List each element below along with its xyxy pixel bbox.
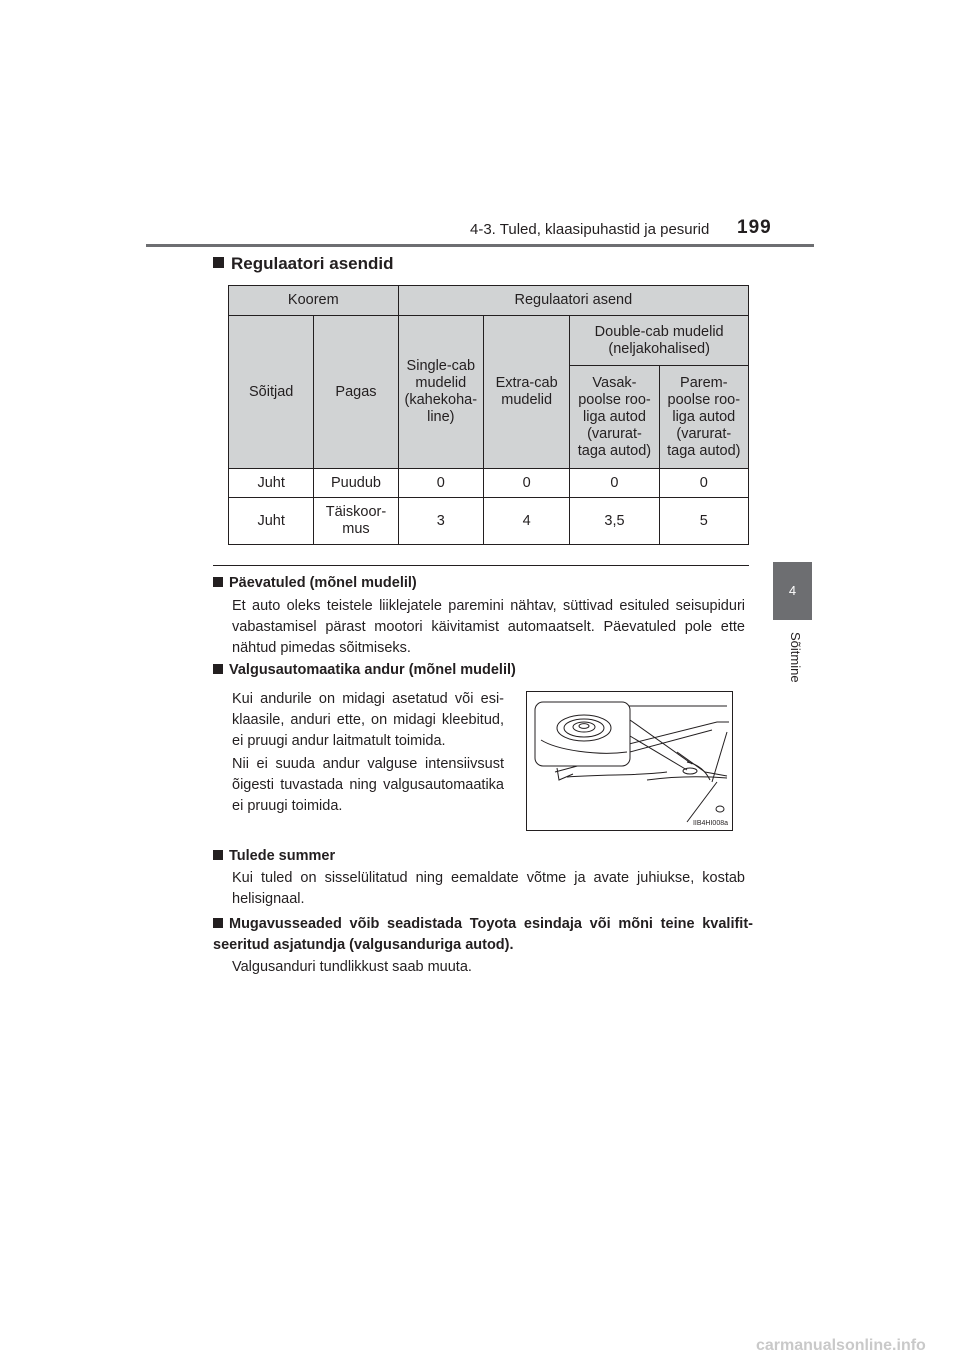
paragraph-paevatuled: Et auto oleks teistele liiklejatele paremini nähtav, süttivad esituled seisupiduri vabastamisel pärast mootori käivitamist automaatselt. Päevatuled pole ette nähtud pimedas sõitmiseks. xyxy=(232,598,745,656)
table-cell: 5 xyxy=(659,498,748,545)
item-title-andur xyxy=(213,662,516,678)
item-title-text: Päevatuled (mõnel mudelil) xyxy=(229,575,417,591)
paragraph-mugavus: Valgusanduri tundlikkust saab muuta. xyxy=(232,959,472,975)
section-heading-text: Regulaatori asendid xyxy=(231,254,394,273)
paragraph-andur-1: Kui andurile on midagi asetatud või esi-klaasile, anduri ette, on midagi kleebitud, ei pruugi andur laitmatult toimida. xyxy=(232,691,504,749)
chapter-tab-number: 4 xyxy=(773,562,812,620)
table-cell: 0 xyxy=(570,469,659,498)
page-number: 199 xyxy=(737,217,772,238)
paragraph-summer: Kui tuled on sisselülitatud ning eemaldate võtme ja avate juhiukse, kostab helisignaal. xyxy=(232,870,745,907)
square-bullet-icon xyxy=(213,664,223,674)
paragraph-andur-2: Nii ei suuda andur valguse intensiivsust õigesti tuvastada ning valgusautomaatika ei pruugi toimida. xyxy=(232,756,504,814)
running-header-section: 4-3. Tuled, klaasipuhastid ja pesurid xyxy=(470,221,710,238)
square-bullet-icon xyxy=(213,577,223,587)
figure-code: IIB4HI008a xyxy=(692,820,728,827)
square-bullet-icon xyxy=(213,257,224,268)
regulator-position-table xyxy=(228,285,749,545)
table-cell: Täiskoor- mus xyxy=(314,498,398,545)
header-rule xyxy=(146,244,814,247)
table-cell: Juht xyxy=(229,498,314,545)
section-heading xyxy=(213,254,393,274)
table-cell: 0 xyxy=(659,469,748,498)
table-cell: 3,5 xyxy=(570,498,659,545)
table-cell: 0 xyxy=(398,469,483,498)
table-header-double-cab: Double-cab mudelid (neljakohalised) xyxy=(570,316,749,366)
item-title-summer xyxy=(213,848,335,864)
table-header-regulaator: Regulaatori asend xyxy=(398,286,748,316)
item-title-text: Tulede summer xyxy=(229,848,336,864)
table-header-vasak: Vasak- poolse roo- liga autod (varurat- taga autod) xyxy=(570,366,659,469)
item-title-text: Valgusautomaatika andur (mõnel mudelil) xyxy=(229,662,516,678)
table-cell: 3 xyxy=(398,498,483,545)
table-header-soitjad: Sõitjad xyxy=(229,316,314,469)
table-header-extra-cab: Extra-cab mudelid xyxy=(483,316,569,469)
square-bullet-icon xyxy=(213,850,223,860)
table-cell: 0 xyxy=(483,469,569,498)
item-title-paevatuled xyxy=(213,575,417,591)
square-bullet-icon xyxy=(213,918,223,928)
item-title-mugavus xyxy=(213,914,753,956)
table-row xyxy=(229,469,749,498)
table-header-single-cab: Single-cab mudelid (kahekoha- line) xyxy=(398,316,483,469)
light-sensor-illustration xyxy=(526,691,733,831)
table-cell: Puudub xyxy=(314,469,398,498)
item-title-text: Mugavusseaded võib seadistada Toyota esindaja või mõni teine kvalifit-seeritud asjatundja (valgusanduriga autod). xyxy=(213,916,753,953)
chapter-tab-label: Sõitmine xyxy=(788,632,803,683)
footer-watermark: carmanualsonline.info xyxy=(756,1337,926,1354)
table-cell: Juht xyxy=(229,469,314,498)
table-header-koorem: Koorem xyxy=(229,286,399,316)
sensor-diagram-icon xyxy=(527,692,732,830)
table-cell: 4 xyxy=(483,498,569,545)
table-row xyxy=(229,498,749,545)
section-divider xyxy=(213,565,749,566)
table-header-pagas: Pagas xyxy=(314,316,398,469)
table-header-parem: Parem- poolse roo- liga autod (varurat- taga autod) xyxy=(659,366,748,469)
